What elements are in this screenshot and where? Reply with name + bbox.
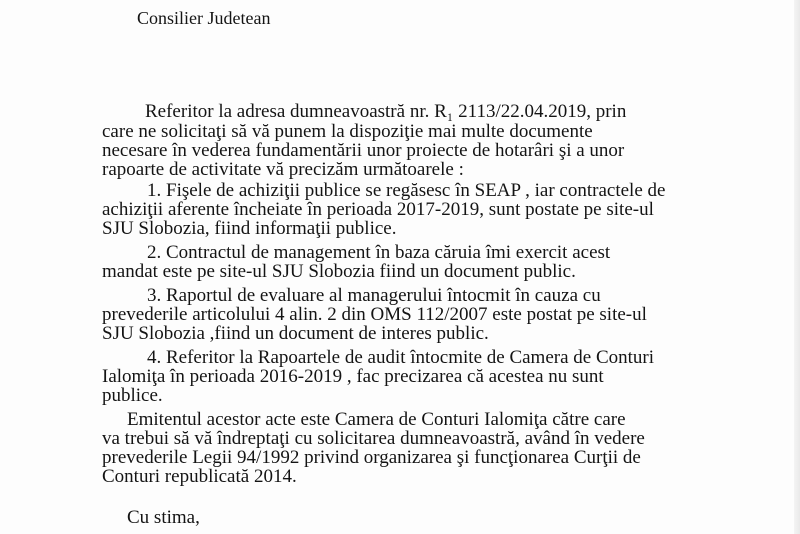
body-line: prevederile Legii 94/1992 privind organizarea şi funcţionarea Curţii de bbox=[102, 447, 641, 468]
body-line: prevederile articolului 4 alin. 2 din OMS 112/2007 este postat pe site-ul bbox=[102, 304, 647, 325]
body-line: SJU Slobozia ,fiind un document de interes public. bbox=[102, 323, 489, 344]
body-line: 3. Raportul de evaluare al managerului întocmit în cauza cu bbox=[147, 285, 601, 306]
body-line: 4. Referitor la Rapoartele de audit întocmite de Camera de Conturi bbox=[147, 347, 655, 368]
body-line: Conturi republicată 2014. bbox=[102, 466, 297, 487]
body-line: Ialomiţa în perioada 2016-2019 , fac precizarea că acestea nu sunt bbox=[102, 366, 604, 387]
addressee-line: Consilier Judetean bbox=[137, 8, 271, 28]
closing-line: Cu stima, bbox=[127, 507, 200, 528]
body-line: SJU Slobozia, fiind informaţii publice. bbox=[102, 218, 397, 239]
body-line: 1. Fişele de achiziţii publice se regăsesc în SEAP , iar contractele de bbox=[147, 180, 666, 201]
body-line: achiziţii aferente încheiate în perioada 2017-2019, sunt postate pe site-ul bbox=[102, 199, 654, 220]
body-line: Emitentul acestor acte este Camera de Conturi Ialomiţa către care bbox=[127, 409, 626, 430]
scan-edge bbox=[794, 0, 800, 534]
body-line: necesare în vederea fundamentării unor proiecte de hotarâri şi a unor bbox=[102, 140, 625, 161]
body-line: va trebui să vă îndreptaţi cu solicitarea dumneavoastră, având în vedere bbox=[102, 428, 645, 449]
body-line: mandat este pe site-ul SJU Slobozia fiind un document public. bbox=[102, 261, 576, 282]
body-line: rapoarte de activitate vă precizăm următoarele : bbox=[102, 159, 464, 180]
body-line: Referitor la adresa dumneavoastră nr. R₁ 2113/22.04.2019, prin bbox=[145, 101, 627, 122]
body-line: 2. Contractul de management în baza căruia îmi exercit acest bbox=[147, 242, 611, 263]
body-line: care ne solicitaţi să vă punem la dispoziţie mai multe documente bbox=[102, 121, 593, 142]
body-line: publice. bbox=[102, 385, 163, 406]
